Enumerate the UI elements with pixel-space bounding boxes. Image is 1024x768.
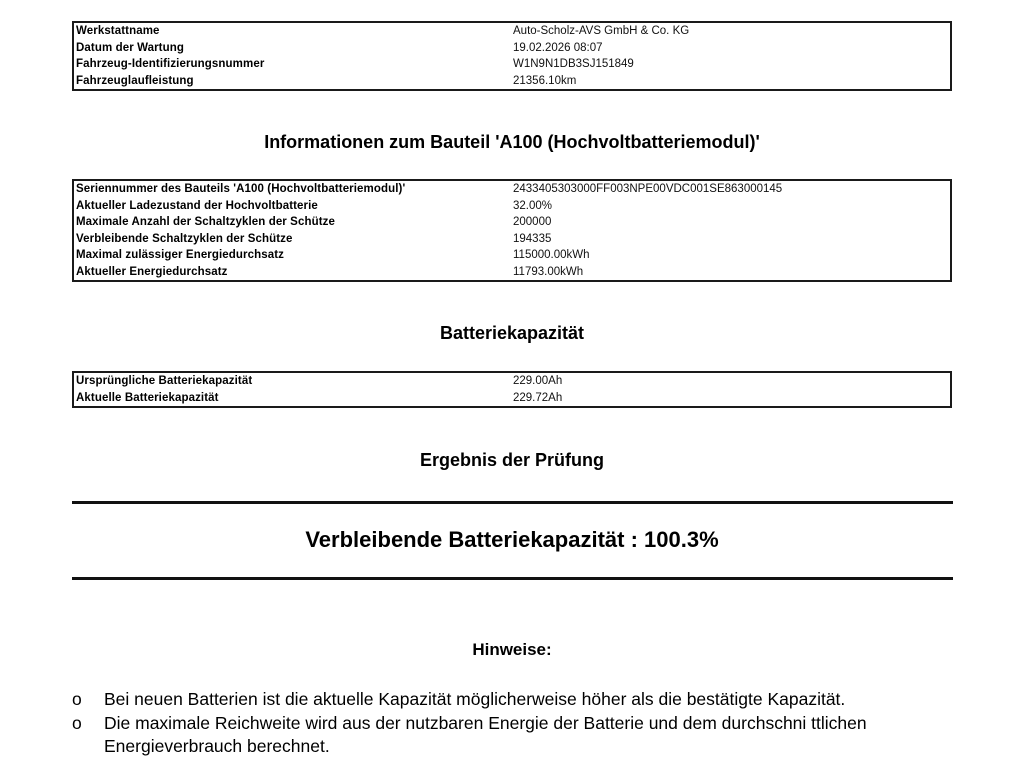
row-value: 200000 (513, 216, 552, 228)
bullet-icon: o (72, 712, 82, 733)
row-value: Auto-Scholz-AVS GmbH & Co. KG (513, 25, 690, 37)
row-label: Maximale Anzahl der Schaltzyklen der Schütze (76, 216, 335, 228)
component-info-table (72, 179, 952, 282)
row-label: Aktueller Energiedurchsatz (76, 265, 228, 278)
table-row (76, 73, 948, 90)
row-label: Werkstattname (76, 25, 160, 37)
row-label: Maximal zulässiger Energiedurchsatz (76, 249, 285, 261)
row-value: 194335 (513, 232, 552, 245)
row-label: Verbleibende Schaltzyklen der Schütze (76, 232, 293, 245)
table-row (76, 198, 948, 215)
row-label: Datum der Wartung (76, 41, 184, 54)
row-value: W1N9N1DB3SJ151849 (513, 58, 634, 70)
row-value: 11793.00kWh (513, 265, 584, 278)
row-value: 19.02.2026 08:07 (513, 41, 603, 54)
component-section-title: Informationen zum Bauteil 'A100 (Hochvoltbatteriemodul)' (264, 132, 760, 152)
row-value: 21356.10km (513, 74, 577, 87)
list-item (72, 688, 962, 712)
divider-bottom (72, 577, 953, 580)
table-row (76, 390, 948, 407)
remaining-capacity-result: Verbleibende Batteriekapazität : 100.3% (305, 527, 719, 552)
list-item (72, 712, 962, 759)
capacity-section-title: Batteriekapazität (439, 323, 585, 343)
table-row (76, 247, 948, 264)
row-label: Seriennummer des Bauteils 'A100 (Hochvoltbatteriemodul)' (76, 183, 406, 195)
note-text: Bei neuen Batterien ist die aktuelle Kapazität möglicherweise höher als die bestätigte Kapazität. (104, 689, 846, 709)
row-value: 115000.00kWh (513, 249, 590, 261)
note-text: Die maximale Reichweite wird aus der nutzbaren Energie der Batterie und dem durchschni ttlichen Energieverbrauch berechnet. (104, 712, 867, 756)
table-row (76, 264, 948, 281)
row-label: Ursprüngliche Batteriekapazität (76, 375, 253, 387)
table-row (76, 214, 948, 231)
bullet-icon: o (72, 689, 82, 709)
row-label: Aktuelle Batteriekapazität (76, 391, 219, 404)
row-value: 229.72Ah (513, 391, 563, 404)
table-row (76, 231, 948, 248)
row-value: 32.00% (513, 199, 553, 212)
notes-title: Hinweise: (472, 640, 552, 659)
table-row (76, 181, 948, 198)
divider-top (72, 501, 953, 504)
row-label: Fahrzeuglaufleistung (76, 74, 194, 87)
table-row (76, 56, 948, 73)
row-label: Fahrzeug-Identifizierungsnummer (76, 58, 265, 70)
notes-list (72, 688, 962, 759)
workshop-info-table (72, 21, 952, 91)
capacity-info-table (72, 371, 952, 408)
row-value: 229.00Ah (513, 375, 563, 387)
row-value: 2433405303000FF003NPE00VDC001SE863000145 (513, 183, 783, 195)
table-row (76, 23, 948, 40)
table-row (76, 40, 948, 57)
row-label: Aktueller Ladezustand der Hochvoltbatterie (76, 199, 318, 212)
table-row (76, 373, 948, 390)
result-section-title: Ergebnis der Prüfung (419, 450, 605, 470)
